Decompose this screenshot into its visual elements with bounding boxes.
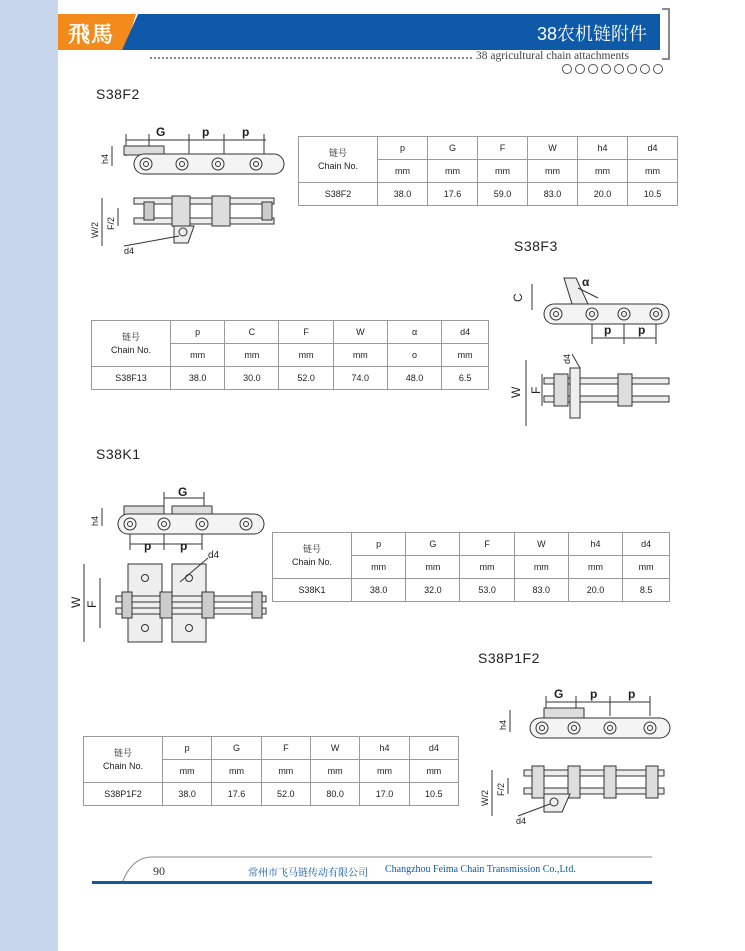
page-number: 90 bbox=[153, 864, 165, 878]
side-strip bbox=[0, 0, 58, 951]
unit-cell: mm bbox=[378, 160, 428, 183]
unit-cell: mm bbox=[310, 760, 359, 783]
brand-logo: 飛馬 bbox=[68, 22, 115, 48]
unit-cell: mm bbox=[261, 760, 310, 783]
unit-cell: mm bbox=[171, 344, 225, 367]
subtitle-dotted-line bbox=[150, 57, 472, 59]
value-cell: 52.0 bbox=[279, 367, 333, 390]
header-cell: d4 bbox=[442, 321, 489, 344]
value-cell: 10.5 bbox=[409, 783, 458, 806]
svg-text:p: p bbox=[604, 323, 612, 337]
svg-text:W: W bbox=[509, 386, 523, 398]
unit-cell: mm bbox=[360, 760, 409, 783]
diagram-s38k1 bbox=[69, 478, 272, 658]
svg-text:d4: d4 bbox=[124, 246, 135, 256]
svg-text:p: p bbox=[638, 323, 646, 337]
header-cell: p bbox=[163, 737, 212, 760]
unit-cell: mm bbox=[478, 160, 528, 183]
spec-table-s38k1 bbox=[272, 532, 670, 602]
chain-no-header: 链号 Chain No. bbox=[84, 737, 163, 783]
header-bracket bbox=[662, 8, 670, 60]
unit-cell: mm bbox=[409, 760, 458, 783]
diagram-s38f2 bbox=[84, 118, 294, 258]
header-cell: h4 bbox=[568, 533, 622, 556]
unit-cell: mm bbox=[442, 344, 489, 367]
header-cell: G bbox=[212, 737, 261, 760]
header-cell: F bbox=[460, 533, 514, 556]
header-cell: G bbox=[428, 137, 478, 160]
row-label-cell: S38F13 bbox=[92, 367, 171, 390]
value-cell: 80.0 bbox=[310, 783, 359, 806]
value-cell: 8.5 bbox=[623, 579, 670, 602]
value-cell: 20.0 bbox=[568, 579, 622, 602]
value-cell: 30.0 bbox=[225, 367, 279, 390]
value-cell: 17.6 bbox=[428, 183, 478, 206]
row-label-cell: S38F2 bbox=[299, 183, 378, 206]
unit-cell: mm bbox=[212, 760, 261, 783]
svg-text:W/2: W/2 bbox=[90, 221, 100, 238]
svg-text:G: G bbox=[178, 485, 188, 499]
svg-text:d4: d4 bbox=[562, 353, 572, 364]
unit-cell: o bbox=[387, 344, 441, 367]
value-cell: 53.0 bbox=[460, 579, 514, 602]
dim-label-g: G bbox=[156, 125, 166, 139]
model-title-s38p1f2: S38P1F2 bbox=[478, 650, 540, 666]
header-cell: W bbox=[528, 137, 578, 160]
spec-table-s38p1f2 bbox=[83, 736, 459, 806]
svg-text:F: F bbox=[85, 600, 99, 608]
header-cell: p bbox=[352, 533, 406, 556]
value-cell: 52.0 bbox=[261, 783, 310, 806]
svg-text:d4: d4 bbox=[516, 816, 527, 826]
svg-text:W/2: W/2 bbox=[480, 789, 490, 806]
model-title-s38f2: S38F2 bbox=[96, 86, 140, 102]
header-cell: h4 bbox=[360, 737, 409, 760]
header-cell: d4 bbox=[409, 737, 458, 760]
svg-text:h4: h4 bbox=[90, 515, 100, 526]
value-cell: 10.5 bbox=[628, 183, 678, 206]
unit-cell: mm bbox=[460, 556, 514, 579]
spec-table-s38f3 bbox=[91, 320, 489, 390]
footer-line bbox=[92, 881, 652, 884]
diagram-s38f3 bbox=[509, 268, 674, 438]
chain-no-header: 链号 Chain No. bbox=[273, 533, 352, 579]
svg-text:G: G bbox=[554, 687, 564, 701]
svg-text:p: p bbox=[202, 125, 210, 139]
svg-text:p: p bbox=[590, 687, 598, 701]
header-cell: W bbox=[333, 321, 387, 344]
header-cell: C bbox=[225, 321, 279, 344]
svg-text:F/2: F/2 bbox=[496, 782, 506, 796]
decorative-circles bbox=[562, 64, 663, 74]
header-cell: p bbox=[378, 137, 428, 160]
unit-cell: mm bbox=[279, 344, 333, 367]
unit-cell: mm bbox=[628, 160, 678, 183]
header-cell: d4 bbox=[628, 137, 678, 160]
value-cell: 32.0 bbox=[406, 579, 460, 602]
header-cell: d4 bbox=[623, 533, 670, 556]
value-cell: 59.0 bbox=[478, 183, 528, 206]
spec-table-s38f2 bbox=[298, 136, 678, 206]
page-title: 38农机链附件 bbox=[536, 24, 647, 44]
header-cell: p bbox=[171, 321, 225, 344]
svg-text:d4: d4 bbox=[208, 550, 220, 561]
svg-text:F: F bbox=[529, 386, 543, 394]
chain-no-header: 链号 Chain No. bbox=[299, 137, 378, 183]
svg-text:p: p bbox=[242, 125, 250, 139]
svg-text:F/2: F/2 bbox=[106, 216, 116, 230]
value-cell: 20.0 bbox=[578, 183, 628, 206]
model-title-s38f3: S38F3 bbox=[514, 238, 558, 254]
value-cell: 38.0 bbox=[352, 579, 406, 602]
unit-cell: mm bbox=[163, 760, 212, 783]
header-cell: F bbox=[261, 737, 310, 760]
footer-company-cn: 常州市飞马链传动有限公司 bbox=[248, 868, 368, 879]
value-cell: 83.0 bbox=[514, 579, 568, 602]
header-cell: W bbox=[310, 737, 359, 760]
page-subtitle: 38 agricultural chain attachments bbox=[476, 50, 629, 62]
unit-cell: mm bbox=[568, 556, 622, 579]
unit-cell: mm bbox=[225, 344, 279, 367]
svg-text:W: W bbox=[69, 596, 83, 608]
header-cell: α bbox=[387, 321, 441, 344]
footer-company-en: Changzhou Feima Chain Transmission Co.,Ltd. bbox=[385, 864, 576, 875]
unit-cell: mm bbox=[352, 556, 406, 579]
row-label-cell: S38K1 bbox=[273, 579, 352, 602]
header-cell: h4 bbox=[578, 137, 628, 160]
svg-text:p: p bbox=[628, 687, 636, 701]
value-cell: 83.0 bbox=[528, 183, 578, 206]
header-cell: F bbox=[478, 137, 528, 160]
unit-cell: mm bbox=[406, 556, 460, 579]
value-cell: 17.0 bbox=[360, 783, 409, 806]
model-title-s38k1: S38K1 bbox=[96, 446, 141, 462]
value-cell: 74.0 bbox=[333, 367, 387, 390]
value-cell: 17.6 bbox=[212, 783, 261, 806]
svg-text:p: p bbox=[144, 539, 152, 553]
svg-text:h4: h4 bbox=[100, 153, 110, 164]
value-cell: 38.0 bbox=[171, 367, 225, 390]
header-cell: F bbox=[279, 321, 333, 344]
unit-cell: mm bbox=[528, 160, 578, 183]
unit-cell: mm bbox=[623, 556, 670, 579]
unit-cell: mm bbox=[578, 160, 628, 183]
value-cell: 48.0 bbox=[387, 367, 441, 390]
diagram-s38p1f2 bbox=[474, 684, 674, 828]
unit-cell: mm bbox=[428, 160, 478, 183]
svg-text:α: α bbox=[582, 275, 590, 289]
unit-cell: mm bbox=[333, 344, 387, 367]
svg-text:p: p bbox=[180, 539, 188, 553]
svg-text:h4: h4 bbox=[498, 719, 508, 730]
row-label-cell: S38P1F2 bbox=[84, 783, 163, 806]
svg-text:C: C bbox=[511, 293, 525, 302]
unit-cell: mm bbox=[514, 556, 568, 579]
chain-no-header: 链号 Chain No. bbox=[92, 321, 171, 367]
header-cell: G bbox=[406, 533, 460, 556]
value-cell: 38.0 bbox=[378, 183, 428, 206]
value-cell: 6.5 bbox=[442, 367, 489, 390]
value-cell: 38.0 bbox=[163, 783, 212, 806]
header-cell: W bbox=[514, 533, 568, 556]
